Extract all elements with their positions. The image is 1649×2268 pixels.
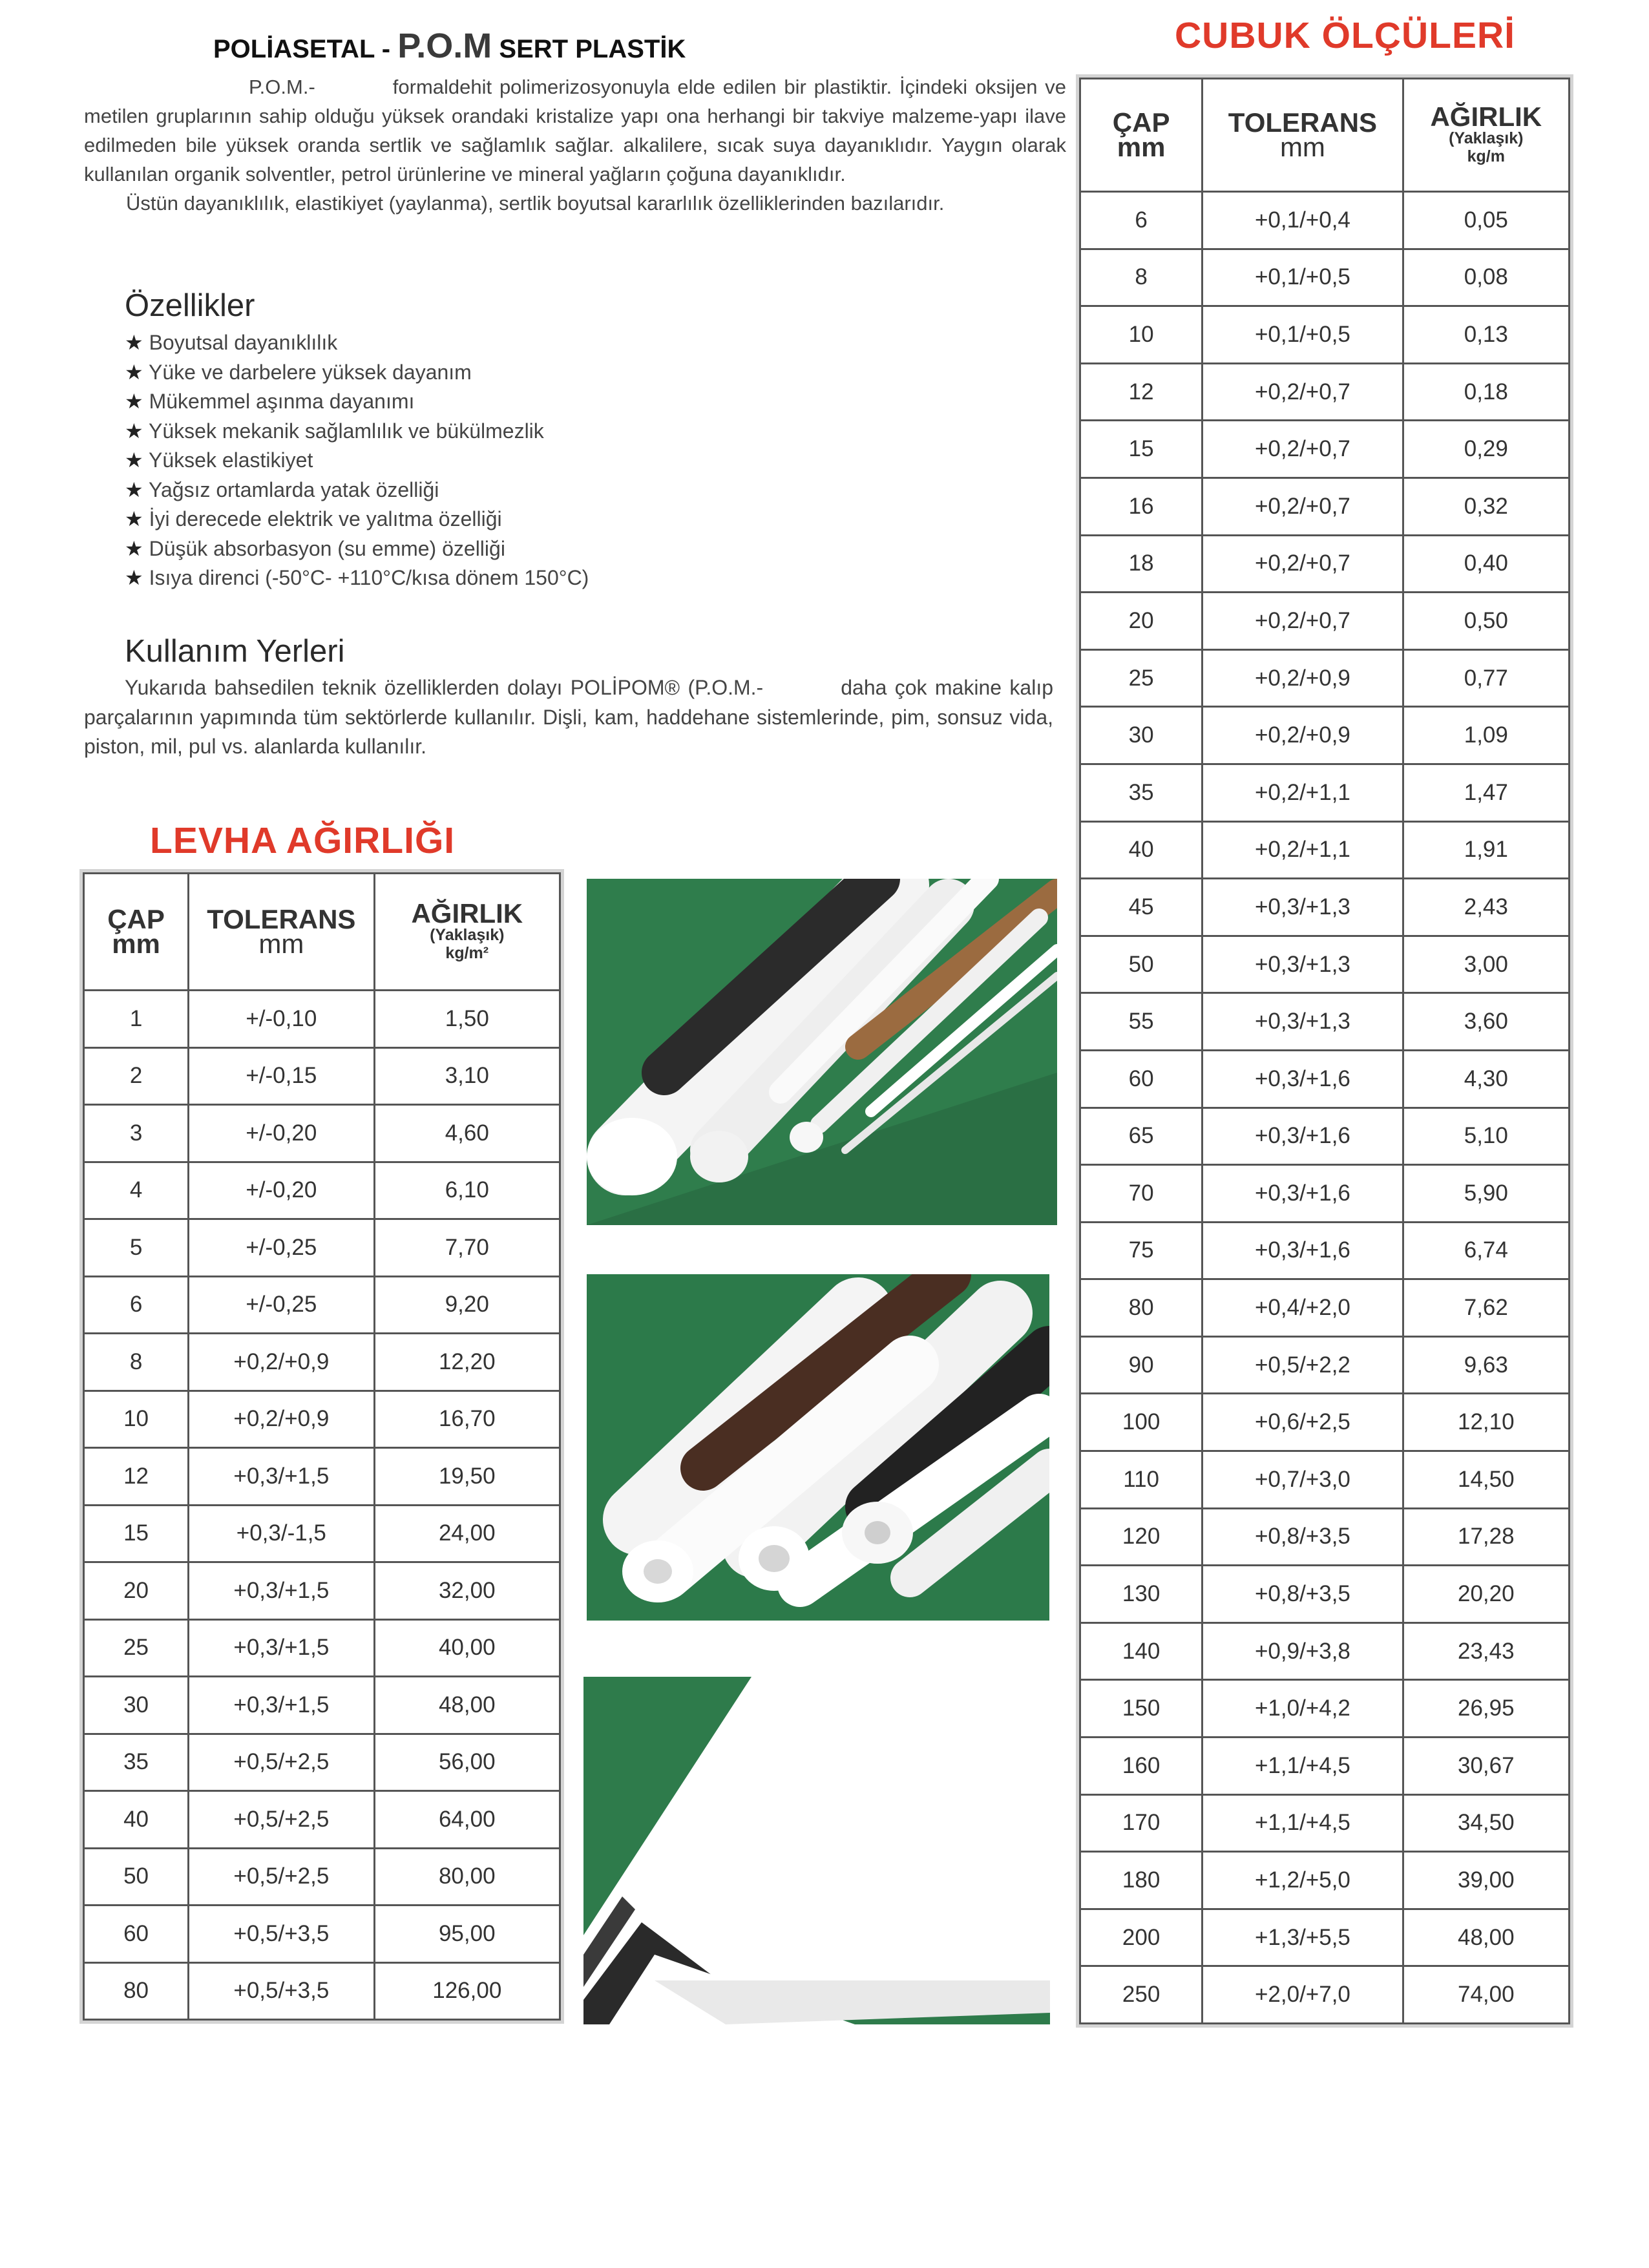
tolerans-cell: +0,2/+1,1 <box>1203 764 1403 821</box>
agirlik-cell: 0,29 <box>1403 421 1569 478</box>
table-row <box>84 1906 560 1963</box>
table-row <box>1080 1336 1570 1394</box>
table-row <box>1080 1794 1570 1852</box>
table-row <box>1080 1680 1570 1738</box>
cap-cell: 10 <box>1080 306 1203 364</box>
agirlik-cell: 19,50 <box>374 1448 560 1506</box>
cap-cell: 65 <box>1080 1108 1203 1165</box>
cap-cell: 40 <box>84 1791 189 1849</box>
cap-cell: 5 <box>84 1219 189 1277</box>
tolerans-cell: +0,9/+3,8 <box>1203 1622 1403 1680</box>
table-row <box>1080 478 1570 535</box>
agirlik-cell: 26,95 <box>1403 1680 1569 1738</box>
feature-item: ★ Yüksek mekanik sağlamlılık ve bükülmezlik <box>125 417 589 446</box>
cap-cell: 80 <box>84 1962 189 2020</box>
table-row <box>1080 363 1570 421</box>
table-row <box>1080 1394 1570 1451</box>
table-row <box>1080 1738 1570 1795</box>
table-header-row <box>84 874 560 991</box>
table-row <box>1080 1566 1570 1623</box>
tolerans-cell: +0,3/+1,5 <box>189 1448 374 1506</box>
tolerans-cell: +0,5/+3,5 <box>189 1962 374 2020</box>
cap-cell: 180 <box>1080 1852 1203 1909</box>
tolerans-cell: +1,3/+5,5 <box>1203 1909 1403 1966</box>
table-row <box>84 1162 560 1219</box>
cap-cell: 12 <box>84 1448 189 1506</box>
cap-cell: 10 <box>84 1391 189 1448</box>
tolerans-cell: +0,2/+0,9 <box>189 1391 374 1448</box>
agirlik-cell: 48,00 <box>374 1677 560 1734</box>
tolerans-cell: +0,1/+0,4 <box>1203 192 1403 249</box>
table-row <box>84 1047 560 1105</box>
feature-item: ★ Mükemmel aşınma dayanımı <box>125 387 589 417</box>
pom-rods-photo <box>587 879 1057 1225</box>
table-row <box>84 1219 560 1277</box>
tolerans-cell: +0,2/+0,9 <box>1203 707 1403 764</box>
table-row <box>1080 249 1570 306</box>
table-row <box>1080 1050 1570 1108</box>
cap-cell: 70 <box>1080 1165 1203 1223</box>
tolerans-cell: +0,5/+2,2 <box>1203 1336 1403 1394</box>
table-row <box>84 1619 560 1677</box>
cap-cell: 140 <box>1080 1622 1203 1680</box>
col-header-cap: ÇAP mm <box>1080 79 1203 192</box>
agirlik-cell: 74,00 <box>1403 1966 1569 2024</box>
cap-cell: 30 <box>84 1677 189 1734</box>
table-row <box>84 1562 560 1620</box>
pom-sheets-photo <box>583 1677 1050 2024</box>
table-row <box>1080 879 1570 936</box>
agirlik-cell: 4,60 <box>374 1105 560 1162</box>
cap-cell: 75 <box>1080 1222 1203 1279</box>
table-row <box>1080 1108 1570 1165</box>
agirlik-cell: 80,00 <box>374 1848 560 1906</box>
cap-cell: 90 <box>1080 1336 1203 1394</box>
agirlik-cell: 3,00 <box>1403 936 1569 993</box>
cap-cell: 250 <box>1080 1966 1203 2024</box>
agirlik-cell: 30,67 <box>1403 1738 1569 1795</box>
feature-item: ★ Düşük absorbasyon (su emme) özelliği <box>125 534 589 564</box>
table-row <box>84 1391 560 1448</box>
table-row <box>84 1677 560 1734</box>
tolerans-cell: +0,3/+1,6 <box>1203 1165 1403 1223</box>
agirlik-cell: 24,00 <box>374 1505 560 1562</box>
title-subtitle: SERT PLASTİK <box>499 35 686 63</box>
agirlik-cell: 9,63 <box>1403 1336 1569 1394</box>
tolerans-cell: +0,3/+1,3 <box>1203 936 1403 993</box>
cap-cell: 25 <box>84 1619 189 1677</box>
table-row <box>1080 535 1570 593</box>
tolerans-cell: +0,5/+3,5 <box>189 1906 374 1963</box>
features-list <box>125 328 589 593</box>
agirlik-cell: 56,00 <box>374 1734 560 1791</box>
table-header-row <box>1080 79 1570 192</box>
table-row <box>84 1791 560 1849</box>
agirlik-cell: 2,43 <box>1403 879 1569 936</box>
cap-cell: 120 <box>1080 1508 1203 1566</box>
tolerans-cell: +0,5/+2,5 <box>189 1791 374 1849</box>
cap-cell: 100 <box>1080 1394 1203 1451</box>
agirlik-cell: 6,74 <box>1403 1222 1569 1279</box>
table-row <box>1080 306 1570 364</box>
agirlik-cell: 0,05 <box>1403 192 1569 249</box>
cap-cell: 2 <box>84 1047 189 1105</box>
tolerans-cell: +1,1/+4,5 <box>1203 1738 1403 1795</box>
agirlik-cell: 48,00 <box>1403 1909 1569 1966</box>
agirlik-cell: 17,28 <box>1403 1508 1569 1566</box>
rod-sizes-table <box>1079 78 1570 2024</box>
agirlik-cell: 6,10 <box>374 1162 560 1219</box>
tolerans-cell: +0,3/+1,6 <box>1203 1222 1403 1279</box>
table-row <box>84 1848 560 1906</box>
sheet-weight-table-body <box>84 991 560 2020</box>
cap-cell: 8 <box>84 1334 189 1391</box>
table-row <box>1080 821 1570 879</box>
tolerans-cell: +0,2/+1,1 <box>1203 821 1403 879</box>
tolerans-cell: +0,3/-1,5 <box>189 1505 374 1562</box>
col-header-tolerans: TOLERANS mm <box>189 874 374 991</box>
tolerans-cell: +/-0,25 <box>189 1276 374 1334</box>
agirlik-cell: 3,10 <box>374 1047 560 1105</box>
table-row <box>1080 593 1570 650</box>
agirlik-cell: 0,77 <box>1403 649 1569 707</box>
feature-item: ★ Isıya direnci (-50°C- +110°C/kısa dönem 150°C) <box>125 563 589 593</box>
agirlik-cell: 34,50 <box>1403 1794 1569 1852</box>
table-row <box>1080 1966 1570 2024</box>
agirlik-cell: 7,62 <box>1403 1279 1569 1337</box>
agirlik-cell: 0,32 <box>1403 478 1569 535</box>
table-row <box>1080 1508 1570 1566</box>
table-row <box>84 1734 560 1791</box>
brand-title: POLİASETAL <box>213 35 375 63</box>
tolerans-cell: +1,1/+4,5 <box>1203 1794 1403 1852</box>
agirlik-cell: 12,10 <box>1403 1394 1569 1451</box>
table-row <box>1080 1451 1570 1509</box>
agirlik-cell: 0,50 <box>1403 593 1569 650</box>
feature-item: ★ Boyutsal dayanıklılık <box>125 328 589 358</box>
table-row <box>84 1962 560 2020</box>
table-row <box>1080 1909 1570 1966</box>
tolerans-cell: +0,3/+1,6 <box>1203 1108 1403 1165</box>
tolerans-cell: +0,2/+0,7 <box>1203 478 1403 535</box>
tolerans-cell: +0,4/+2,0 <box>1203 1279 1403 1337</box>
tolerans-cell: +/-0,25 <box>189 1219 374 1277</box>
tolerans-cell: +0,2/+0,7 <box>1203 593 1403 650</box>
tolerans-cell: +1,2/+5,0 <box>1203 1852 1403 1909</box>
cap-cell: 170 <box>1080 1794 1203 1852</box>
tolerans-cell: +0,1/+0,5 <box>1203 306 1403 364</box>
tolerans-cell: +0,2/+0,9 <box>189 1334 374 1391</box>
tolerans-cell: +0,3/+1,5 <box>189 1562 374 1620</box>
cap-cell: 20 <box>84 1562 189 1620</box>
agirlik-cell: 64,00 <box>374 1791 560 1849</box>
table-row <box>84 1105 560 1162</box>
agirlik-cell: 5,10 <box>1403 1108 1569 1165</box>
tolerans-cell: +0,2/+0,7 <box>1203 421 1403 478</box>
tolerans-cell: +0,8/+3,5 <box>1203 1508 1403 1566</box>
tolerans-cell: +0,2/+0,7 <box>1203 535 1403 593</box>
cap-cell: 20 <box>1080 593 1203 650</box>
cap-cell: 30 <box>1080 707 1203 764</box>
agirlik-cell: 40,00 <box>374 1619 560 1677</box>
agirlik-cell: 14,50 <box>1403 1451 1569 1509</box>
pom-title: P.O.M <box>397 26 492 65</box>
page-title <box>213 26 686 66</box>
usage-text <box>84 673 1053 762</box>
table-row <box>1080 764 1570 821</box>
agirlik-cell: 4,30 <box>1403 1050 1569 1108</box>
tolerans-cell: +0,5/+2,5 <box>189 1734 374 1791</box>
agirlik-cell: 5,90 <box>1403 1165 1569 1223</box>
pom-tubes-photo <box>587 1274 1049 1621</box>
table-row <box>84 991 560 1048</box>
agirlik-cell: 1,91 <box>1403 821 1569 879</box>
cap-cell: 15 <box>84 1505 189 1562</box>
tolerans-cell: +0,5/+2,5 <box>189 1848 374 1906</box>
intro-lead: P.O.M.- <box>249 76 315 98</box>
tolerans-cell: +/-0,20 <box>189 1162 374 1219</box>
agirlik-cell: 7,70 <box>374 1219 560 1277</box>
cap-cell: 15 <box>1080 421 1203 478</box>
agirlik-cell: 1,09 <box>1403 707 1569 764</box>
table-row <box>1080 192 1570 249</box>
table-row <box>1080 1279 1570 1337</box>
tolerans-cell: +1,0/+4,2 <box>1203 1680 1403 1738</box>
intro-paragraph-1 <box>84 72 1066 189</box>
cap-cell: 50 <box>84 1848 189 1906</box>
agirlik-cell: 16,70 <box>374 1391 560 1448</box>
tolerans-cell: +/-0,10 <box>189 991 374 1048</box>
tolerans-cell: +/-0,20 <box>189 1105 374 1162</box>
agirlik-cell: 20,20 <box>1403 1566 1569 1623</box>
rod-sizes-title: CUBUK ÖLÇÜLERİ <box>1175 15 1515 56</box>
table-row <box>84 1276 560 1334</box>
cap-cell: 35 <box>84 1734 189 1791</box>
col-header-tolerans: TOLERANS mm <box>1203 79 1403 192</box>
tolerans-cell: +0,3/+1,5 <box>189 1619 374 1677</box>
agirlik-cell: 9,20 <box>374 1276 560 1334</box>
cap-cell: 40 <box>1080 821 1203 879</box>
features-heading: Özellikler <box>125 288 255 323</box>
cap-cell: 160 <box>1080 1738 1203 1795</box>
feature-item: ★ Yağsız ortamlarda yatak özelliği <box>125 476 589 505</box>
agirlik-cell: 126,00 <box>374 1962 560 2020</box>
table-row <box>1080 707 1570 764</box>
table-row <box>84 1448 560 1506</box>
usage-heading: Kullanım Yerleri <box>125 634 345 669</box>
usage-text-part-1: Yukarıda bahsedilen teknik özelliklerden dolayı POLİPOM® (P.O.M.- <box>125 676 764 699</box>
cap-cell: 6 <box>84 1276 189 1334</box>
cap-cell: 35 <box>1080 764 1203 821</box>
sheet-weight-table <box>83 872 561 2021</box>
tolerans-cell: +0,3/+1,6 <box>1203 1050 1403 1108</box>
cap-cell: 8 <box>1080 249 1203 306</box>
tolerans-cell: +/-0,15 <box>189 1047 374 1105</box>
agirlik-cell: 0,13 <box>1403 306 1569 364</box>
table-row <box>1080 1622 1570 1680</box>
rod-sizes-table-body <box>1080 192 1570 2024</box>
agirlik-cell: 12,20 <box>374 1334 560 1391</box>
usage-text-part-2: daha çok makine kalıp parçalarının yapımında tüm sektörlerde kullanılır. Dişli, kam, haddehane sistemlerinde, pim, sonsuz vida, piston, mil, pul vs. alanlarda kullanılır. <box>84 676 1054 758</box>
cap-cell: 12 <box>1080 363 1203 421</box>
cap-cell: 130 <box>1080 1566 1203 1623</box>
cap-cell: 4 <box>84 1162 189 1219</box>
cap-cell: 80 <box>1080 1279 1203 1337</box>
tolerans-cell: +0,7/+3,0 <box>1203 1451 1403 1509</box>
feature-item: ★ Yüke ve darbelere yüksek dayanım <box>125 358 589 388</box>
agirlik-cell: 1,47 <box>1403 764 1569 821</box>
tolerans-cell: +0,1/+0,5 <box>1203 249 1403 306</box>
table-row <box>84 1505 560 1562</box>
tolerans-cell: +0,6/+2,5 <box>1203 1394 1403 1451</box>
table-row <box>1080 993 1570 1051</box>
agirlik-cell: 0,40 <box>1403 535 1569 593</box>
agirlik-cell: 39,00 <box>1403 1852 1569 1909</box>
table-row <box>1080 1165 1570 1223</box>
col-header-agirlik: AĞIRLIK (Yaklaşık) kg/m <box>1403 79 1569 192</box>
intro-text <box>84 72 1066 218</box>
title-dash: - <box>381 35 391 63</box>
col-header-cap: ÇAP mm <box>84 874 189 991</box>
tolerans-cell: +0,8/+3,5 <box>1203 1566 1403 1623</box>
agirlik-cell: 0,08 <box>1403 249 1569 306</box>
agirlik-cell: 1,50 <box>374 991 560 1048</box>
agirlik-cell: 3,60 <box>1403 993 1569 1051</box>
cap-cell: 150 <box>1080 1680 1203 1738</box>
table-row <box>1080 1852 1570 1909</box>
cap-cell: 16 <box>1080 478 1203 535</box>
cap-cell: 18 <box>1080 535 1203 593</box>
agirlik-cell: 23,43 <box>1403 1622 1569 1680</box>
cap-cell: 60 <box>84 1906 189 1963</box>
cap-cell: 50 <box>1080 936 1203 993</box>
table-row <box>84 1334 560 1391</box>
cap-cell: 3 <box>84 1105 189 1162</box>
tolerans-cell: +0,3/+1,3 <box>1203 993 1403 1051</box>
cap-cell: 110 <box>1080 1451 1203 1509</box>
cap-cell: 200 <box>1080 1909 1203 1966</box>
col-header-agirlik: AĞIRLIK (Yaklaşık) kg/m² <box>374 874 560 991</box>
cap-cell: 25 <box>1080 649 1203 707</box>
cap-cell: 1 <box>84 991 189 1048</box>
tolerans-cell: +0,2/+0,7 <box>1203 363 1403 421</box>
tolerans-cell: +0,3/+1,5 <box>189 1677 374 1734</box>
feature-item: ★ Yüksek elastikiyet <box>125 446 589 476</box>
intro-paragraph-2: Üstün dayanıklılık, elastikiyet (yaylanma), sertlik boyutsal kararlılık özelliklerinden bazılarıdır. <box>126 192 945 215</box>
cap-cell: 6 <box>1080 192 1203 249</box>
feature-item: ★ İyi derecede elektrik ve yalıtma özelliği <box>125 505 589 534</box>
table-row <box>1080 1222 1570 1279</box>
cap-cell: 60 <box>1080 1050 1203 1108</box>
table-row <box>1080 936 1570 993</box>
tolerans-cell: +0,3/+1,3 <box>1203 879 1403 936</box>
tolerans-cell: +0,2/+0,9 <box>1203 649 1403 707</box>
agirlik-cell: 95,00 <box>374 1906 560 1963</box>
table-row <box>1080 649 1570 707</box>
sheet-weight-title: LEVHA AĞIRLIĞI <box>150 820 456 861</box>
agirlik-cell: 32,00 <box>374 1562 560 1620</box>
cap-cell: 45 <box>1080 879 1203 936</box>
intro-line-1: formaldehit polimerizosyonuyla elde edilen bir plastiktir. İçindeki oksijen ve metilen gruplarının sahip olduğu yüksek orandaki kristalize yapı ona herhangi bir takviye malzeme-yapı ilave edilmeden bile yüksek oranda sertlik ve sağlamlık sağlar. alkalilere, sıcak suya dayanıklıdır. Yaygın olarak kullanılan organik solventler, petrol ürünlerine ve mineral yağların çoğuna dayanıklıdır. <box>84 76 1066 185</box>
cap-cell: 55 <box>1080 993 1203 1051</box>
tolerans-cell: +2,0/+7,0 <box>1203 1966 1403 2024</box>
agirlik-cell: 0,18 <box>1403 363 1569 421</box>
table-row <box>1080 421 1570 478</box>
